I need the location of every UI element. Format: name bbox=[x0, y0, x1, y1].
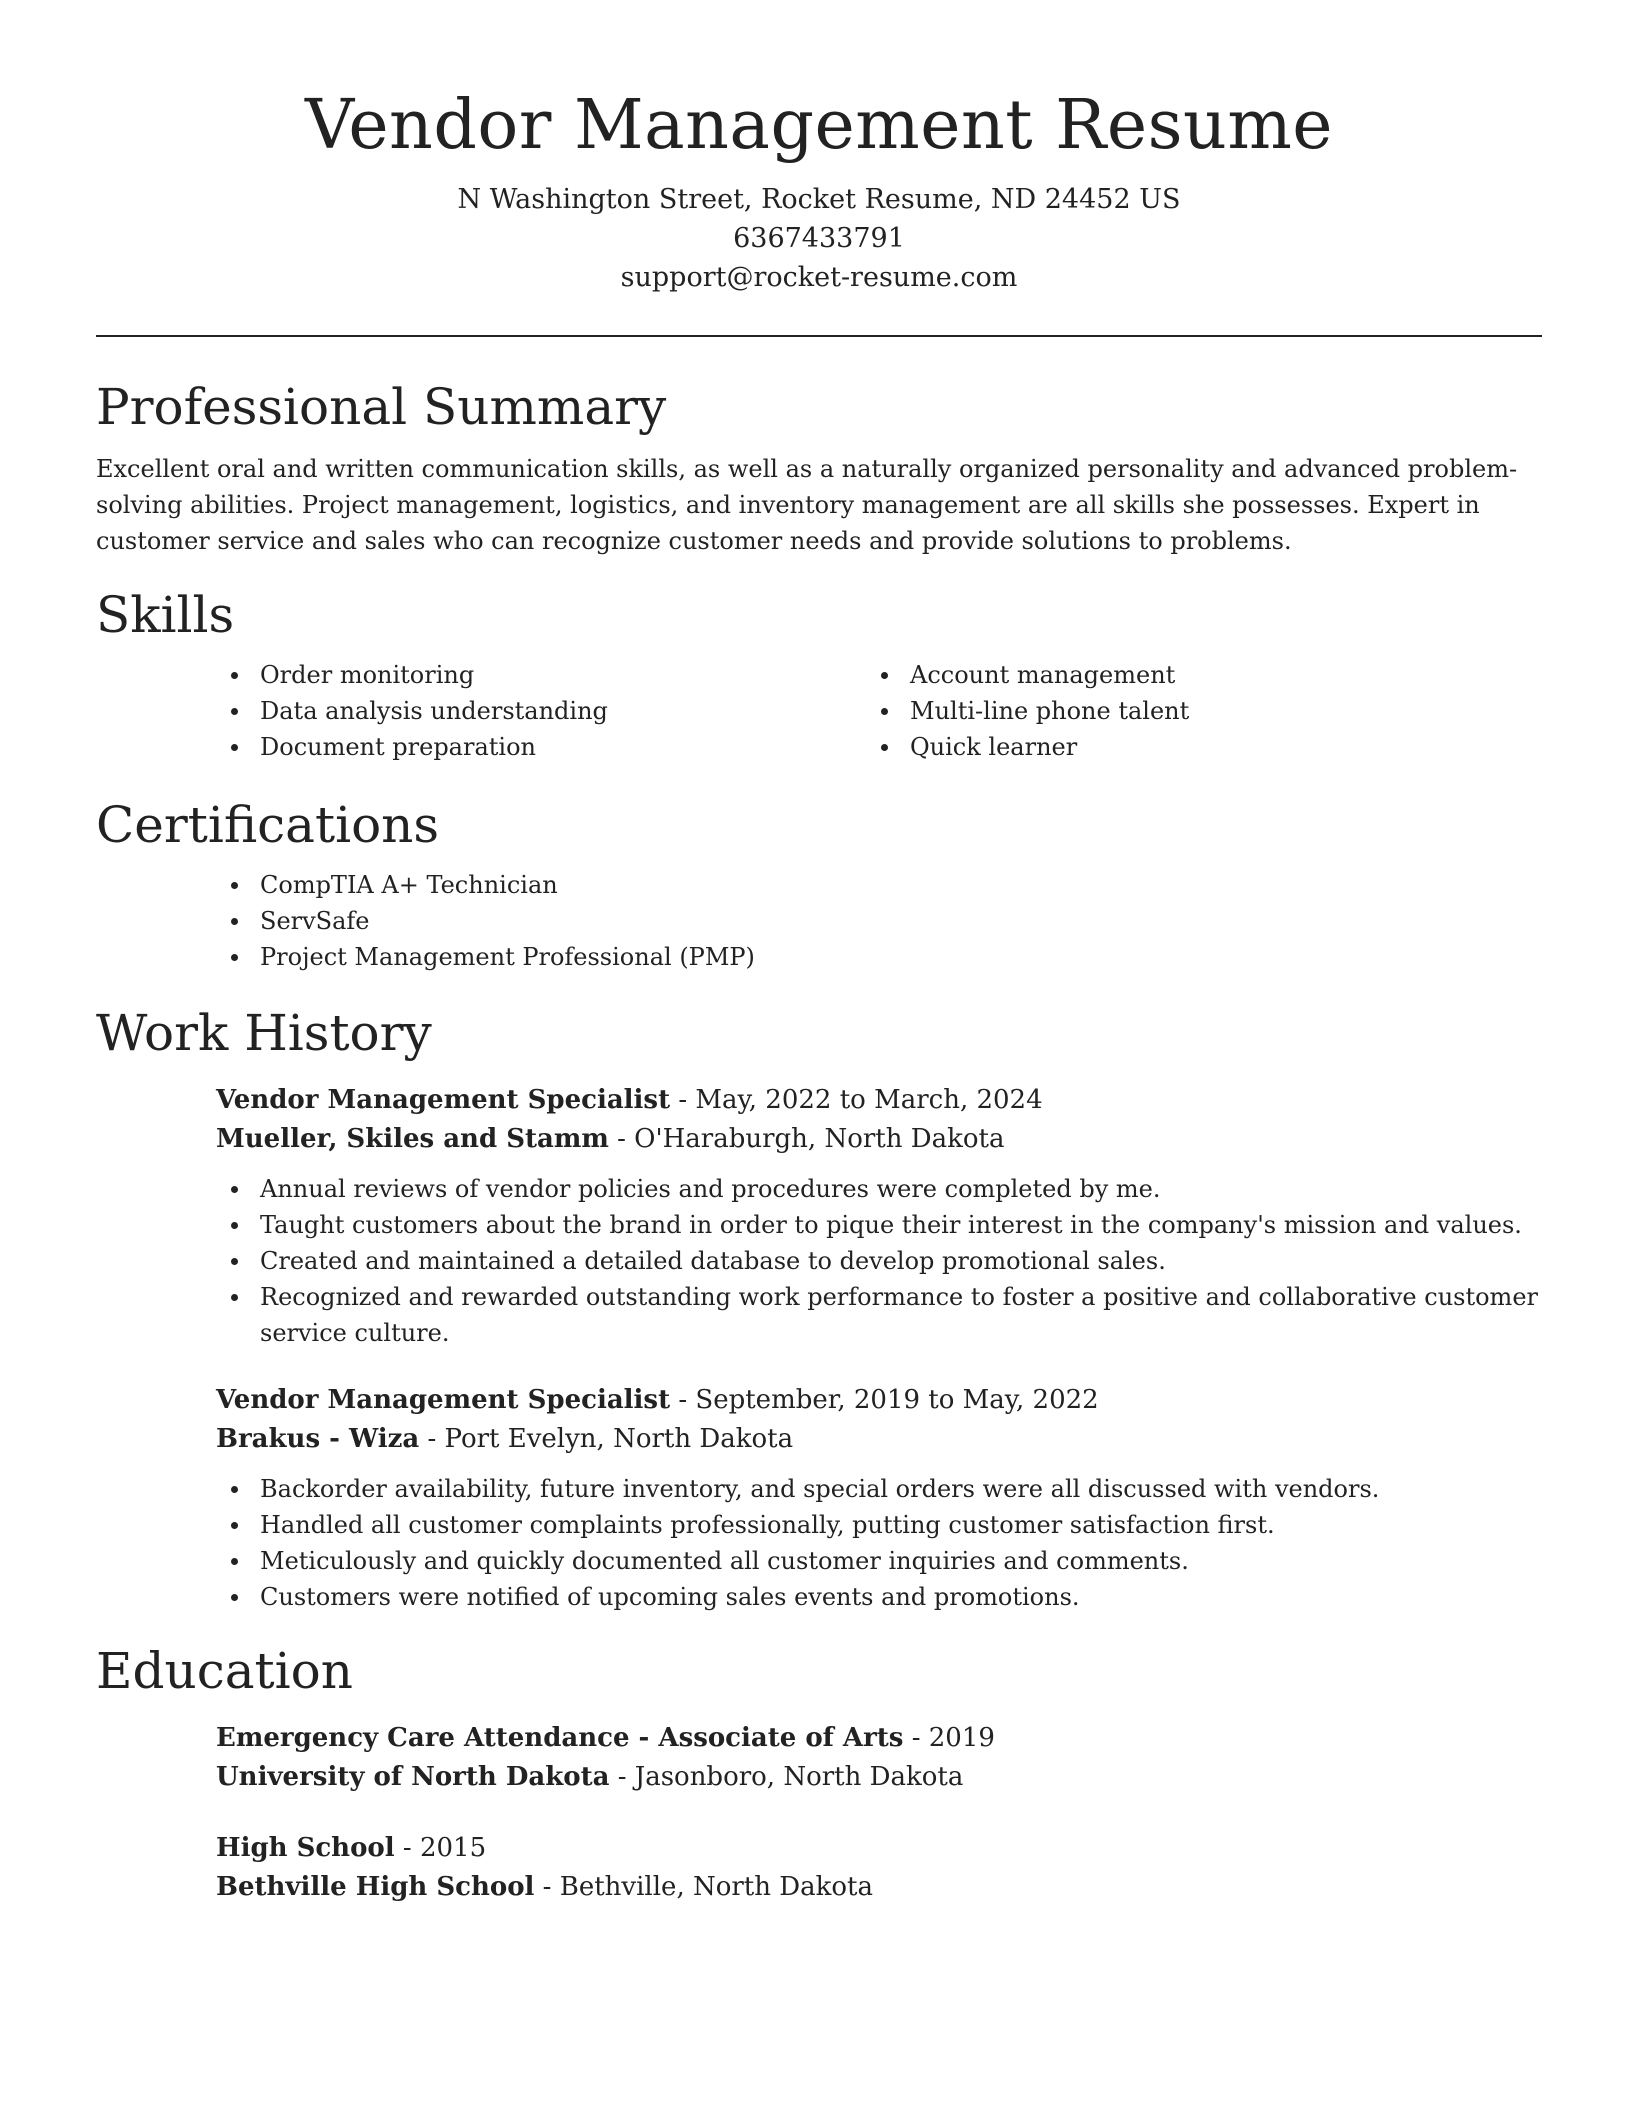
skill-item: Quick learner bbox=[866, 729, 1516, 765]
education-degree: Emergency Care Attendance - Associate of Arts bbox=[216, 1723, 904, 1753]
contact-phone: 6367433791 bbox=[733, 223, 905, 254]
skills-left-list bbox=[216, 657, 866, 765]
job-bullet: Recognized and rewarded outstanding work performance to foster a positive and collaborative customer service culture. bbox=[216, 1279, 1542, 1351]
job-title-line bbox=[216, 1081, 1542, 1120]
job-entry bbox=[216, 1381, 1542, 1615]
job-bullet: Meticulously and quickly documented all customer inquiries and comments. bbox=[216, 1543, 1542, 1579]
header-divider bbox=[96, 335, 1542, 337]
job-location: - O'Haraburgh, North Dakota bbox=[608, 1124, 1005, 1154]
job-company: Brakus - Wiza bbox=[216, 1424, 420, 1454]
education-location: - Bethville, North Dakota bbox=[534, 1872, 873, 1902]
job-location: - Port Evelyn, North Dakota bbox=[419, 1424, 794, 1454]
job-company: Mueller, Skiles and Stamm bbox=[216, 1124, 609, 1154]
contact-address: N Washington Street, Rocket Resume, ND 24452 US bbox=[457, 184, 1181, 215]
summary-heading: Professional Summary bbox=[96, 378, 667, 436]
job-bullet: Handled all customer complaints professionally, putting customer satisfaction first. bbox=[216, 1507, 1542, 1543]
job-role: Vendor Management Specialist bbox=[216, 1085, 671, 1115]
skills-heading: Skills bbox=[96, 586, 235, 644]
education-degree-line bbox=[216, 1719, 1542, 1758]
contact-email: support@rocket-resume.com bbox=[620, 262, 1018, 293]
job-entry bbox=[216, 1081, 1542, 1351]
job-bullet: Annual reviews of vendor policies and procedures were completed by me. bbox=[216, 1171, 1542, 1207]
resume-page bbox=[96, 0, 1542, 1907]
job-bullet: Created and maintained a detailed database to develop promotional sales. bbox=[216, 1243, 1542, 1279]
education-location: - Jasonboro, North Dakota bbox=[609, 1762, 964, 1792]
education-entry bbox=[216, 1719, 1542, 1797]
education-heading: Education bbox=[96, 1642, 353, 1700]
education-entry bbox=[216, 1829, 1542, 1907]
education-section bbox=[96, 1641, 1542, 1907]
job-bullet: Customers were notified of upcoming sales events and promotions. bbox=[216, 1579, 1542, 1615]
certifications-section bbox=[96, 795, 1542, 975]
skills-columns bbox=[216, 657, 1542, 765]
job-company-line bbox=[216, 1420, 1542, 1459]
education-year: - 2019 bbox=[903, 1723, 995, 1753]
education-school: University of North Dakota bbox=[216, 1762, 610, 1792]
education-year: - 2015 bbox=[394, 1833, 487, 1863]
education-school-line bbox=[216, 1758, 1542, 1797]
skill-item: Order monitoring bbox=[216, 657, 866, 693]
summary-section bbox=[96, 377, 1542, 559]
work-section bbox=[96, 1003, 1542, 1615]
education-degree: High School bbox=[216, 1833, 395, 1863]
skill-item: Multi-line phone talent bbox=[866, 693, 1516, 729]
job-bullet: Backorder availability, future inventory, and special orders were all discussed with vendors. bbox=[216, 1471, 1542, 1507]
certification-item: ServSafe bbox=[216, 903, 1542, 939]
job-company-line bbox=[216, 1120, 1542, 1159]
job-title-line bbox=[216, 1381, 1542, 1420]
job-bullets bbox=[216, 1171, 1542, 1351]
education-school: Bethville High School bbox=[216, 1872, 535, 1902]
certifications-list bbox=[216, 867, 1542, 975]
job-bullet: Taught customers about the brand in order to pique their interest in the company's mission and values. bbox=[216, 1207, 1542, 1243]
contact-block bbox=[96, 180, 1542, 297]
skill-item: Data analysis understanding bbox=[216, 693, 866, 729]
job-role: Vendor Management Specialist bbox=[216, 1385, 671, 1415]
resume-title: Vendor Management Resume bbox=[304, 86, 1334, 165]
job-bullets bbox=[216, 1471, 1542, 1615]
certifications-heading: Certifications bbox=[96, 796, 440, 854]
skills-section bbox=[96, 585, 1542, 765]
education-degree-line bbox=[216, 1829, 1542, 1868]
education-school-line bbox=[216, 1868, 1542, 1907]
skill-item: Document preparation bbox=[216, 729, 866, 765]
skills-right-list bbox=[866, 657, 1516, 765]
certification-item: CompTIA A+ Technician bbox=[216, 867, 1542, 903]
skill-item: Account management bbox=[866, 657, 1516, 693]
job-dates: - May, 2022 to March, 2024 bbox=[670, 1085, 1043, 1115]
work-heading: Work History bbox=[96, 1004, 432, 1062]
summary-text: Excellent oral and written communication skills, as well as a naturally organized personality and advanced problem-solving abilities. Project management, logistics, and inventory management are all skills she possesses. Expert in customer service and sales who can recognize customer needs and provide solutions to problems. bbox=[96, 455, 1518, 555]
job-dates: - September, 2019 to May, 2022 bbox=[670, 1385, 1099, 1415]
certification-item: Project Management Professional (PMP) bbox=[216, 939, 1542, 975]
